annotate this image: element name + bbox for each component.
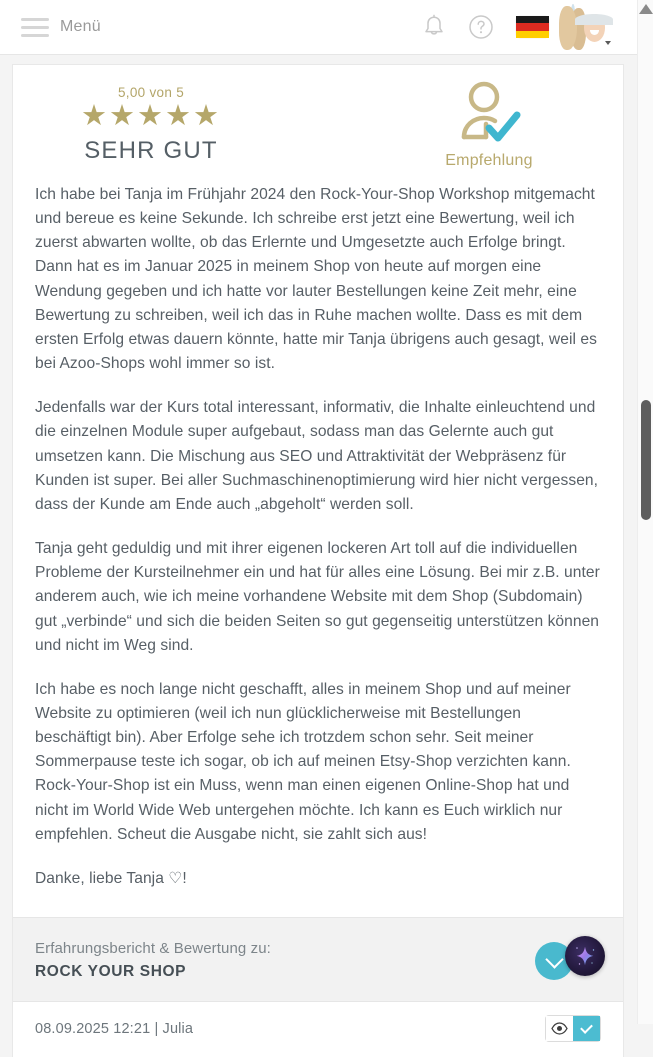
top-header-bar: [0, 0, 637, 55]
bell-icon[interactable]: [422, 14, 446, 40]
review-paragraph: Jedenfalls war der Kurs total interessant, informativ, die Inhalte einleuchtend und die einzelnen Module super aufgebaut, sodass man das Gelernte auch gut umsetzen kann. Die Mischung aus SEO und Attraktivität der Webpräsenz für Kunden ist super. Bei aller Suchmaschinenoptimierung wird hier nicht vergessen, dass der Kunde am Ende auch „abgeholt“ werden soll.: [35, 399, 599, 513]
review-meta-bar: [13, 1001, 623, 1057]
review-action-group: [545, 1015, 601, 1042]
user-avatar-button[interactable]: [571, 6, 613, 48]
review-paragraph: Tanja geht geduldig und mit ihrer eigenen lockeren Art toll auf die individuellen Probleme der Kursteilnehmer ein und hat für alles eine Lösung. Bei mir z.B. unter anderem auch, wie ich meine vorhandene Website mit dem Shop (Subdomain) gut „verbinde“ und sich die beiden Seiten so gut gegenseitig unterstützen können und nicht im Weg sind.: [35, 540, 600, 654]
german-flag-icon[interactable]: [516, 16, 549, 38]
scroll-thumb[interactable]: [641, 400, 651, 520]
sparkle-star-icon[interactable]: [565, 936, 605, 976]
review-signoff: Danke, liebe Tanja ♡!: [35, 869, 187, 887]
chevron-down-icon[interactable]: [602, 37, 614, 49]
menu-toggle-button[interactable]: [21, 18, 101, 37]
menu-label: Menü: [60, 18, 101, 35]
recommendation-badge: [429, 79, 549, 170]
header-actions: [422, 6, 613, 48]
rating-summary: [31, 85, 271, 165]
review-paragraph: Ich habe bei Tanja im Frühjahr 2024 den Rock-Your-Shop Workshop mitgemacht und bereue es keine Sekunde. Ich schreibe erst jetzt eine Bewertung, weil ich zuerst abwarten wollte, ob das Erlernte und Umgesetzte auch Erfolge bringt. Dann hat es im Januar 2025 in meinem Shop von heute auf morgen eine Wendung gegeben und ich hatte vor lauter Bestellungen keine Zeit mehr, eine Bewertung zu schreiben, weil ich das in Ruhe machen wollte. Dass es mit dem ersten Erfolg etwas dauern könnte, hatte mir Tanja übrigens auch gesagt, weil es bei Azoo-Shops wohl immer so ist.: [35, 186, 597, 373]
hamburger-icon: [21, 18, 49, 37]
recommendation-label: Empfehlung: [445, 152, 533, 169]
triangle-up-icon[interactable]: [639, 4, 653, 14]
approve-check-button[interactable]: [573, 1016, 600, 1041]
avatar: [571, 4, 575, 25]
eye-icon[interactable]: [546, 1016, 573, 1041]
page-scrollbar[interactable]: [637, 0, 653, 1024]
footer-product-title: ROCK YOUR SHOP: [35, 963, 187, 981]
review-text-body: [13, 183, 623, 891]
review-card: [12, 64, 624, 1057]
footer-subtitle: Erfahrungsbericht & Bewertung zu:: [35, 940, 271, 958]
person-check-icon: [429, 79, 549, 151]
rating-word: SEHR GUT: [84, 137, 218, 164]
rating-header: [13, 65, 623, 183]
star-rating-icons: ★★★★★: [81, 100, 221, 132]
rating-score-text: 5,00 von 5: [117, 85, 185, 100]
review-footer: [13, 918, 623, 1001]
question-circle-icon[interactable]: [468, 14, 494, 40]
review-paragraph: Ich habe es noch lange nicht geschafft, alles in meinem Shop und auf meiner Website zu optimieren (weil ich nun glücklicherweise mit Bestellungen beschäftigt bin). Aber Erfolge sehe ich trotzdem schon sehr. Seit meiner Sommerpause teste ich sogar, ob ich auf meinen Etsy-Shop verzichten kann. Rock-Your-Shop ist ein Muss, wenn man einen eigenen Online-Shop hat und nicht im World Wide Web untergehen möchte. Ich kann es Euch wirklich nur empfehlen. Scheut die Ausgabe nicht, sie zahlt sich aus!: [35, 680, 571, 843]
review-timestamp-author: 08.09.2025 12:21 | Julia: [35, 1020, 194, 1037]
